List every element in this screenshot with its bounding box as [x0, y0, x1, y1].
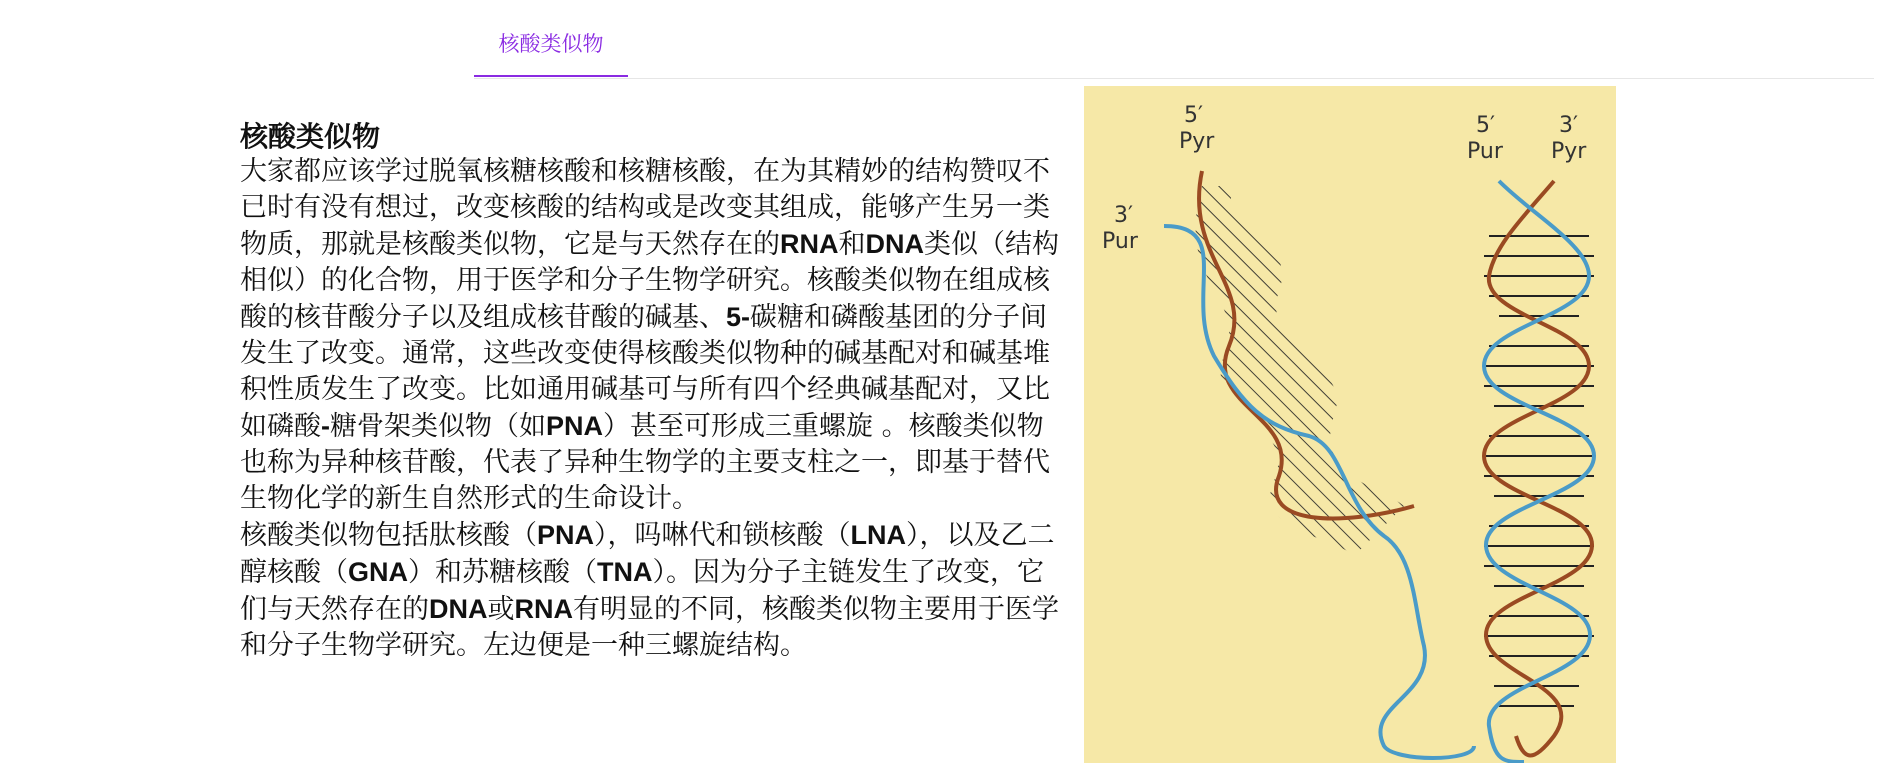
triple-helix-image: [1084, 86, 1616, 763]
text-run: ），吗啉代和锁核酸（: [594, 520, 851, 551]
text-run: 或: [487, 594, 515, 625]
latin-term: RNA: [780, 229, 839, 259]
right-helix-brown-strand: [1484, 181, 1592, 756]
label-pyr-left: Pyr: [1179, 129, 1215, 154]
latin-term: TNA: [597, 557, 653, 587]
triple-helix-illustration: [1084, 86, 1616, 763]
tab-nucleic-acid-analogues[interactable]: [474, 0, 628, 77]
label-pur-right-a: Pur: [1467, 139, 1503, 164]
text-run: ）。因为分子主链发生了改变，它们与天然存在的: [240, 557, 1044, 625]
text-run: 类似（结构相似）的化合物，用于医学和分子生物学研究。核酸类似物在组成核酸的核苷酸分子以及组成核苷酸的碱基、: [240, 229, 1059, 333]
label-5prime-left: 5′: [1184, 103, 1203, 128]
text-run: 糖骨架类似物（如: [330, 411, 546, 442]
tab-bar: [474, 0, 1874, 79]
tab-label: 核酸类似物: [498, 32, 604, 56]
text-run: 大家都应该学过脱氧核糖核酸和核糖核酸，在为其精妙的结构赞叹不已时有没有想过，改变核酸的结构或是改变其组成，能够产生另一类物质，那就是核酸类似物，它是与天然存在的: [240, 156, 1050, 260]
label-3prime-mid: 3′: [1114, 203, 1133, 228]
text-run: ）甚至可形成三重螺旋 。核酸类似物也称为异种核苷酸，代表了异种生物学的主要支柱之一，即基于替代生物化学的新生自然形式的生命设计。: [240, 411, 1050, 514]
label-pur-mid: Pur: [1102, 229, 1138, 254]
article-title: 核酸类似物: [240, 121, 381, 152]
text-run: ），以及乙二醇核酸（: [240, 520, 1055, 588]
label-pyr-right-b: Pyr: [1551, 139, 1587, 164]
latin-term: -: [321, 411, 330, 441]
text-run: 核酸类似物包括肽核酸（: [240, 520, 537, 551]
paragraph-intro: [240, 154, 1060, 517]
text-run: ）和苏糖核酸（: [408, 557, 597, 588]
latin-term: LNA: [850, 520, 907, 550]
latin-term: PNA: [537, 520, 595, 550]
article: [240, 120, 1060, 664]
left-helix-hatching: [1164, 186, 1424, 566]
latin-term: 5-: [726, 302, 751, 332]
right-helix-rungs: [1484, 236, 1594, 706]
paragraph-examples: [240, 517, 1060, 664]
right-helix-blue-strand: [1484, 181, 1594, 762]
label-5prime-right-a: 5′: [1476, 113, 1495, 138]
text-run: 有明显的不同，核酸类似物主要用于医学和分子生物学研究。左边便是一种三螺旋结构。: [240, 594, 1059, 661]
latin-term: DNA: [865, 229, 924, 259]
text-run: 和: [838, 229, 866, 260]
latin-term: DNA: [429, 594, 488, 624]
latin-term: PNA: [546, 411, 604, 441]
latin-term: RNA: [514, 594, 573, 624]
label-3prime-right-b: 3′: [1559, 113, 1578, 138]
text-run: 碳糖和磷酸基团的分子间发生了改变。通常，这些改变使得核酸类似物种的碱基配对和碱基堆积性质发生了改变。比如通用碱基可与所有四个经典碱基配对，又比如磷酸: [240, 302, 1050, 442]
latin-term: GNA: [348, 557, 408, 587]
